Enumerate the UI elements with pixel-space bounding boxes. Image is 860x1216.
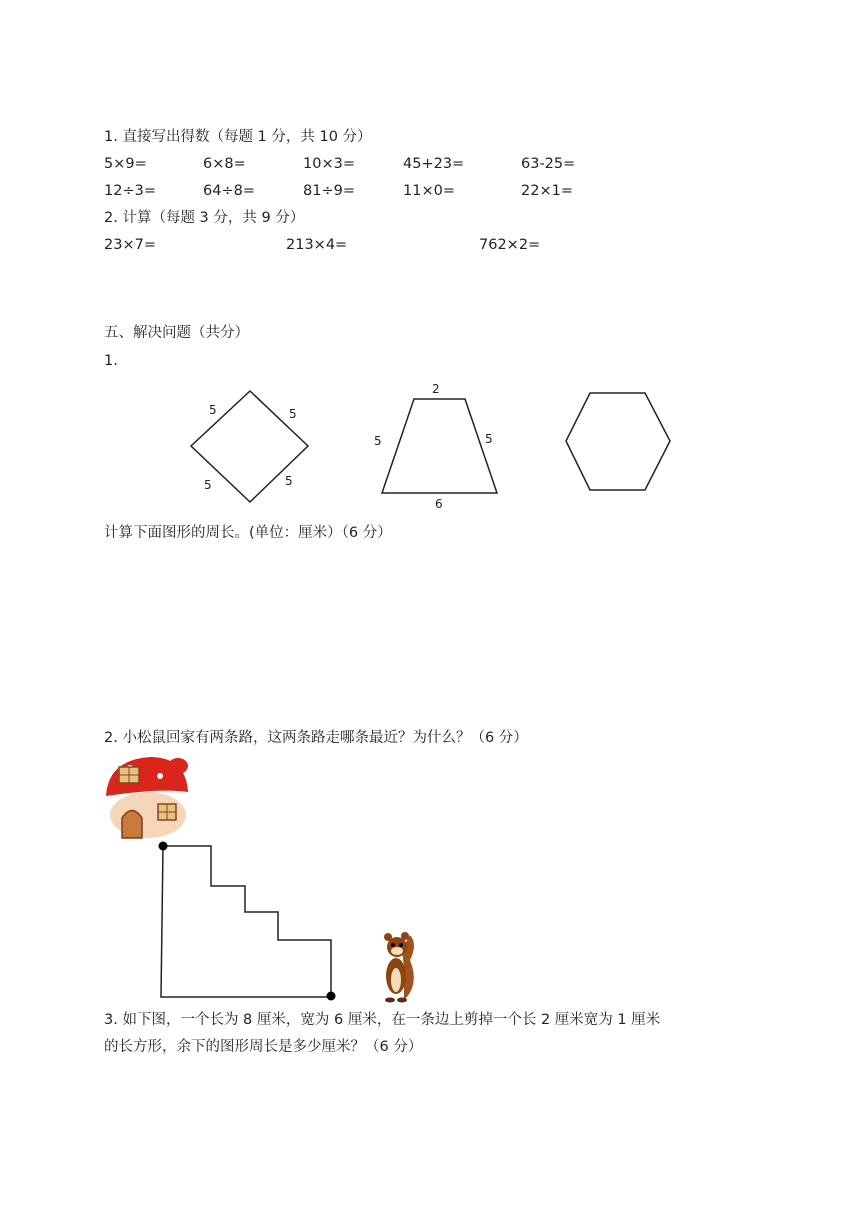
trapezoid-right-label: 5 — [485, 432, 493, 446]
trapezoid-top-label: 2 — [432, 382, 440, 396]
arith-item: 63-25= — [521, 156, 576, 172]
squirrel-icon — [378, 930, 417, 1003]
arith-item: 6×8= — [203, 156, 246, 172]
arith-item: 22×1= — [521, 183, 573, 199]
calc-item: 23×7= — [104, 237, 156, 253]
section5-title: 五、解决问题（共分） — [104, 325, 249, 341]
hexagon-shape — [566, 393, 670, 490]
trapezoid-left-label: 5 — [374, 434, 382, 448]
path-outer — [161, 846, 331, 997]
rhombus-label: 5 — [209, 403, 217, 417]
path-stairs — [163, 846, 331, 997]
q2-title: 2. 计算（每题 3 分，共 9 分） — [104, 210, 305, 226]
q3-line2: 的长方形，余下的图形周长是多少厘米？（6 分） — [104, 1039, 423, 1055]
start-dot — [159, 842, 168, 851]
arith-item: 10×3= — [303, 156, 355, 172]
mushroom-house-icon — [104, 753, 190, 839]
arith-item: 64÷8= — [203, 183, 255, 199]
arith-item: 5×9= — [104, 156, 147, 172]
rhombus-label: 5 — [285, 474, 293, 488]
q3-line1: 3. 如下图，一个长为 8 厘米，宽为 6 厘米，在一条边上剪掉一个长 2 厘米宽为 1 厘米 — [104, 1012, 661, 1028]
rhombus-label: 5 — [289, 407, 297, 421]
arith-item: 45+23= — [403, 156, 465, 172]
rhombus-label: 5 — [204, 478, 212, 492]
trapezoid-shape — [382, 399, 497, 493]
q2-question: 2. 小松鼠回家有两条路，这两条路走哪条最近？为什么？（6 分） — [104, 730, 528, 746]
calc-item: 213×4= — [286, 237, 348, 253]
arith-item: 81÷9= — [303, 183, 355, 199]
q1-instruction: 计算下面图形的周长。(单位：厘米）（6 分） — [104, 525, 392, 541]
arith-item: 12÷3= — [104, 183, 156, 199]
q1-title: 1. 直接写出得数（每题 1 分，共 10 分） — [104, 129, 372, 145]
arith-item: 11×0= — [403, 183, 455, 199]
end-dot — [327, 992, 336, 1001]
calc-item: 762×2= — [479, 237, 541, 253]
q1-number: 1. — [104, 353, 118, 369]
trapezoid-bottom-label: 6 — [435, 497, 443, 511]
